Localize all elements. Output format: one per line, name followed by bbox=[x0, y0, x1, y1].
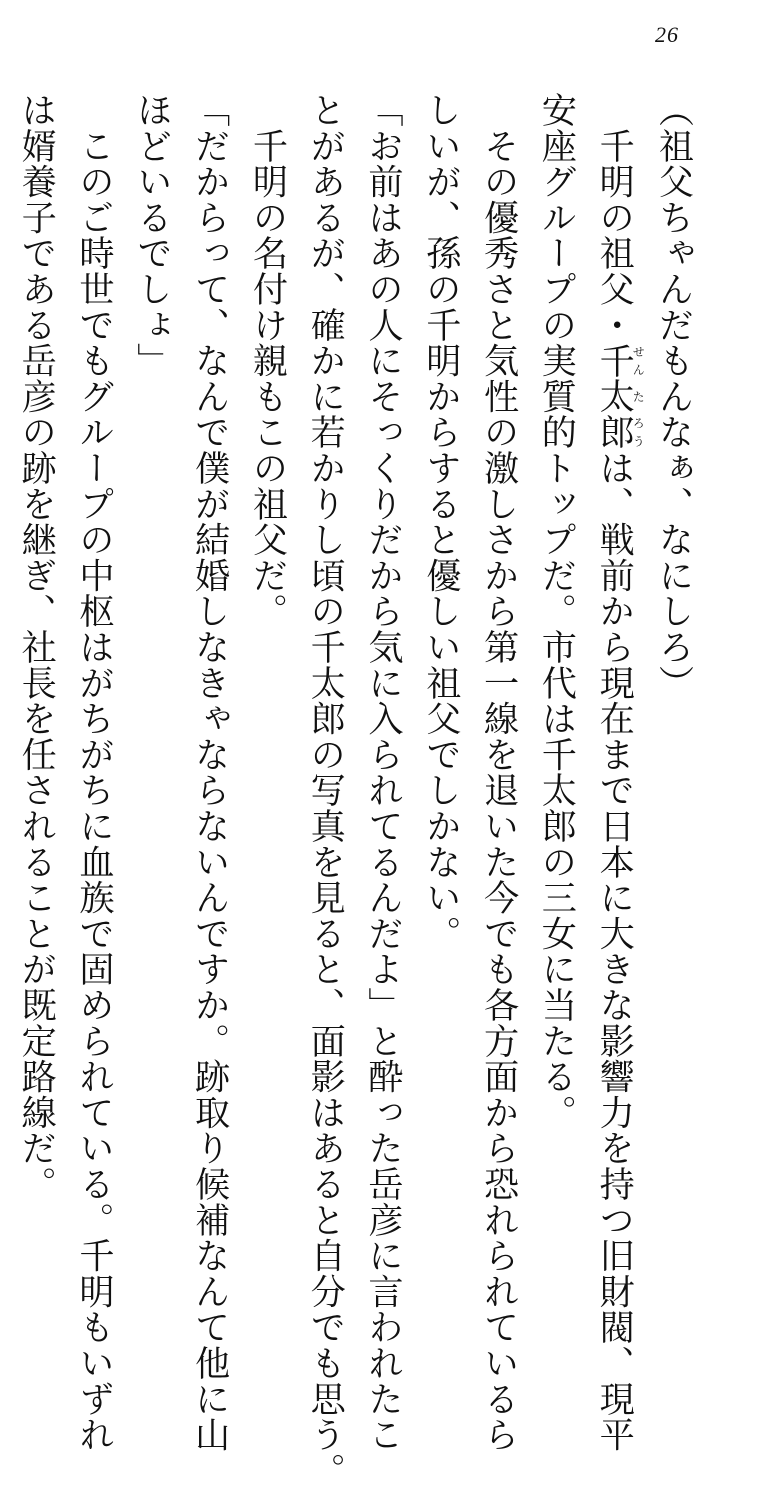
text-line: とがあるが、確かに若かりし頃の千太郎の写真を見ると、面影はあると自分でも思う。 bbox=[304, 92, 346, 1488]
ruby-reading: た bbox=[631, 378, 646, 415]
text-line: （祖父ちゃんだもんなぁ、なにしろ） bbox=[653, 92, 694, 701]
text-line: ほどいるでしょ」 bbox=[131, 92, 173, 379]
ruby-reading: せん bbox=[631, 342, 646, 379]
text-line: その優秀さと気性の激しさから第一線を退いた今でも各方面から恐れられているら bbox=[478, 92, 520, 1453]
text-line-with-ruby bbox=[585, 92, 646, 1453]
ruby-rou bbox=[593, 414, 646, 451]
text-line: 「お前はあの人にそっくりだから気に入られてるんだよ」と酔った岳彦に言われたこ bbox=[362, 92, 404, 1453]
ruby-ta bbox=[593, 378, 646, 415]
text-segment: 千明の祖父・ bbox=[593, 92, 635, 343]
text-line: しいが、孫の千明からすると優しい祖父でしかない。 bbox=[420, 92, 462, 952]
text-line: 千明の名付け親もこの祖父だ。 bbox=[246, 92, 288, 629]
text-segment: は bbox=[593, 450, 635, 486]
ruby-base: 郎 bbox=[593, 414, 635, 451]
page-number: 26 bbox=[655, 22, 679, 47]
ruby-reading: ろう bbox=[631, 414, 646, 451]
ruby-sen bbox=[593, 342, 646, 379]
ruby-base: 千 bbox=[593, 342, 635, 379]
text-line: 「だからって、なんで僕が結婚しなきゃならないんですか。跡取り候補なんて他に山 bbox=[189, 92, 231, 1453]
text-segment: 、戦前から現在まで日本に大きな影響力を持つ旧財閥、現平 bbox=[593, 485, 635, 1453]
text-line: このご時世でもグループの中枢はがちがちに血族で固められている。千明もいずれ bbox=[73, 92, 115, 1453]
text-line: は婿養子である岳彦の跡を継ぎ、社長を任されることが既定路線だ。 bbox=[15, 92, 57, 1202]
ruby-base: 太 bbox=[593, 378, 635, 415]
novel-body-text bbox=[0, 92, 702, 1488]
text-line: 安座グループの実質的トップだ。市代は千太郎の三女に当たる。 bbox=[535, 92, 577, 1131]
text-line bbox=[0, 92, 7, 1182]
